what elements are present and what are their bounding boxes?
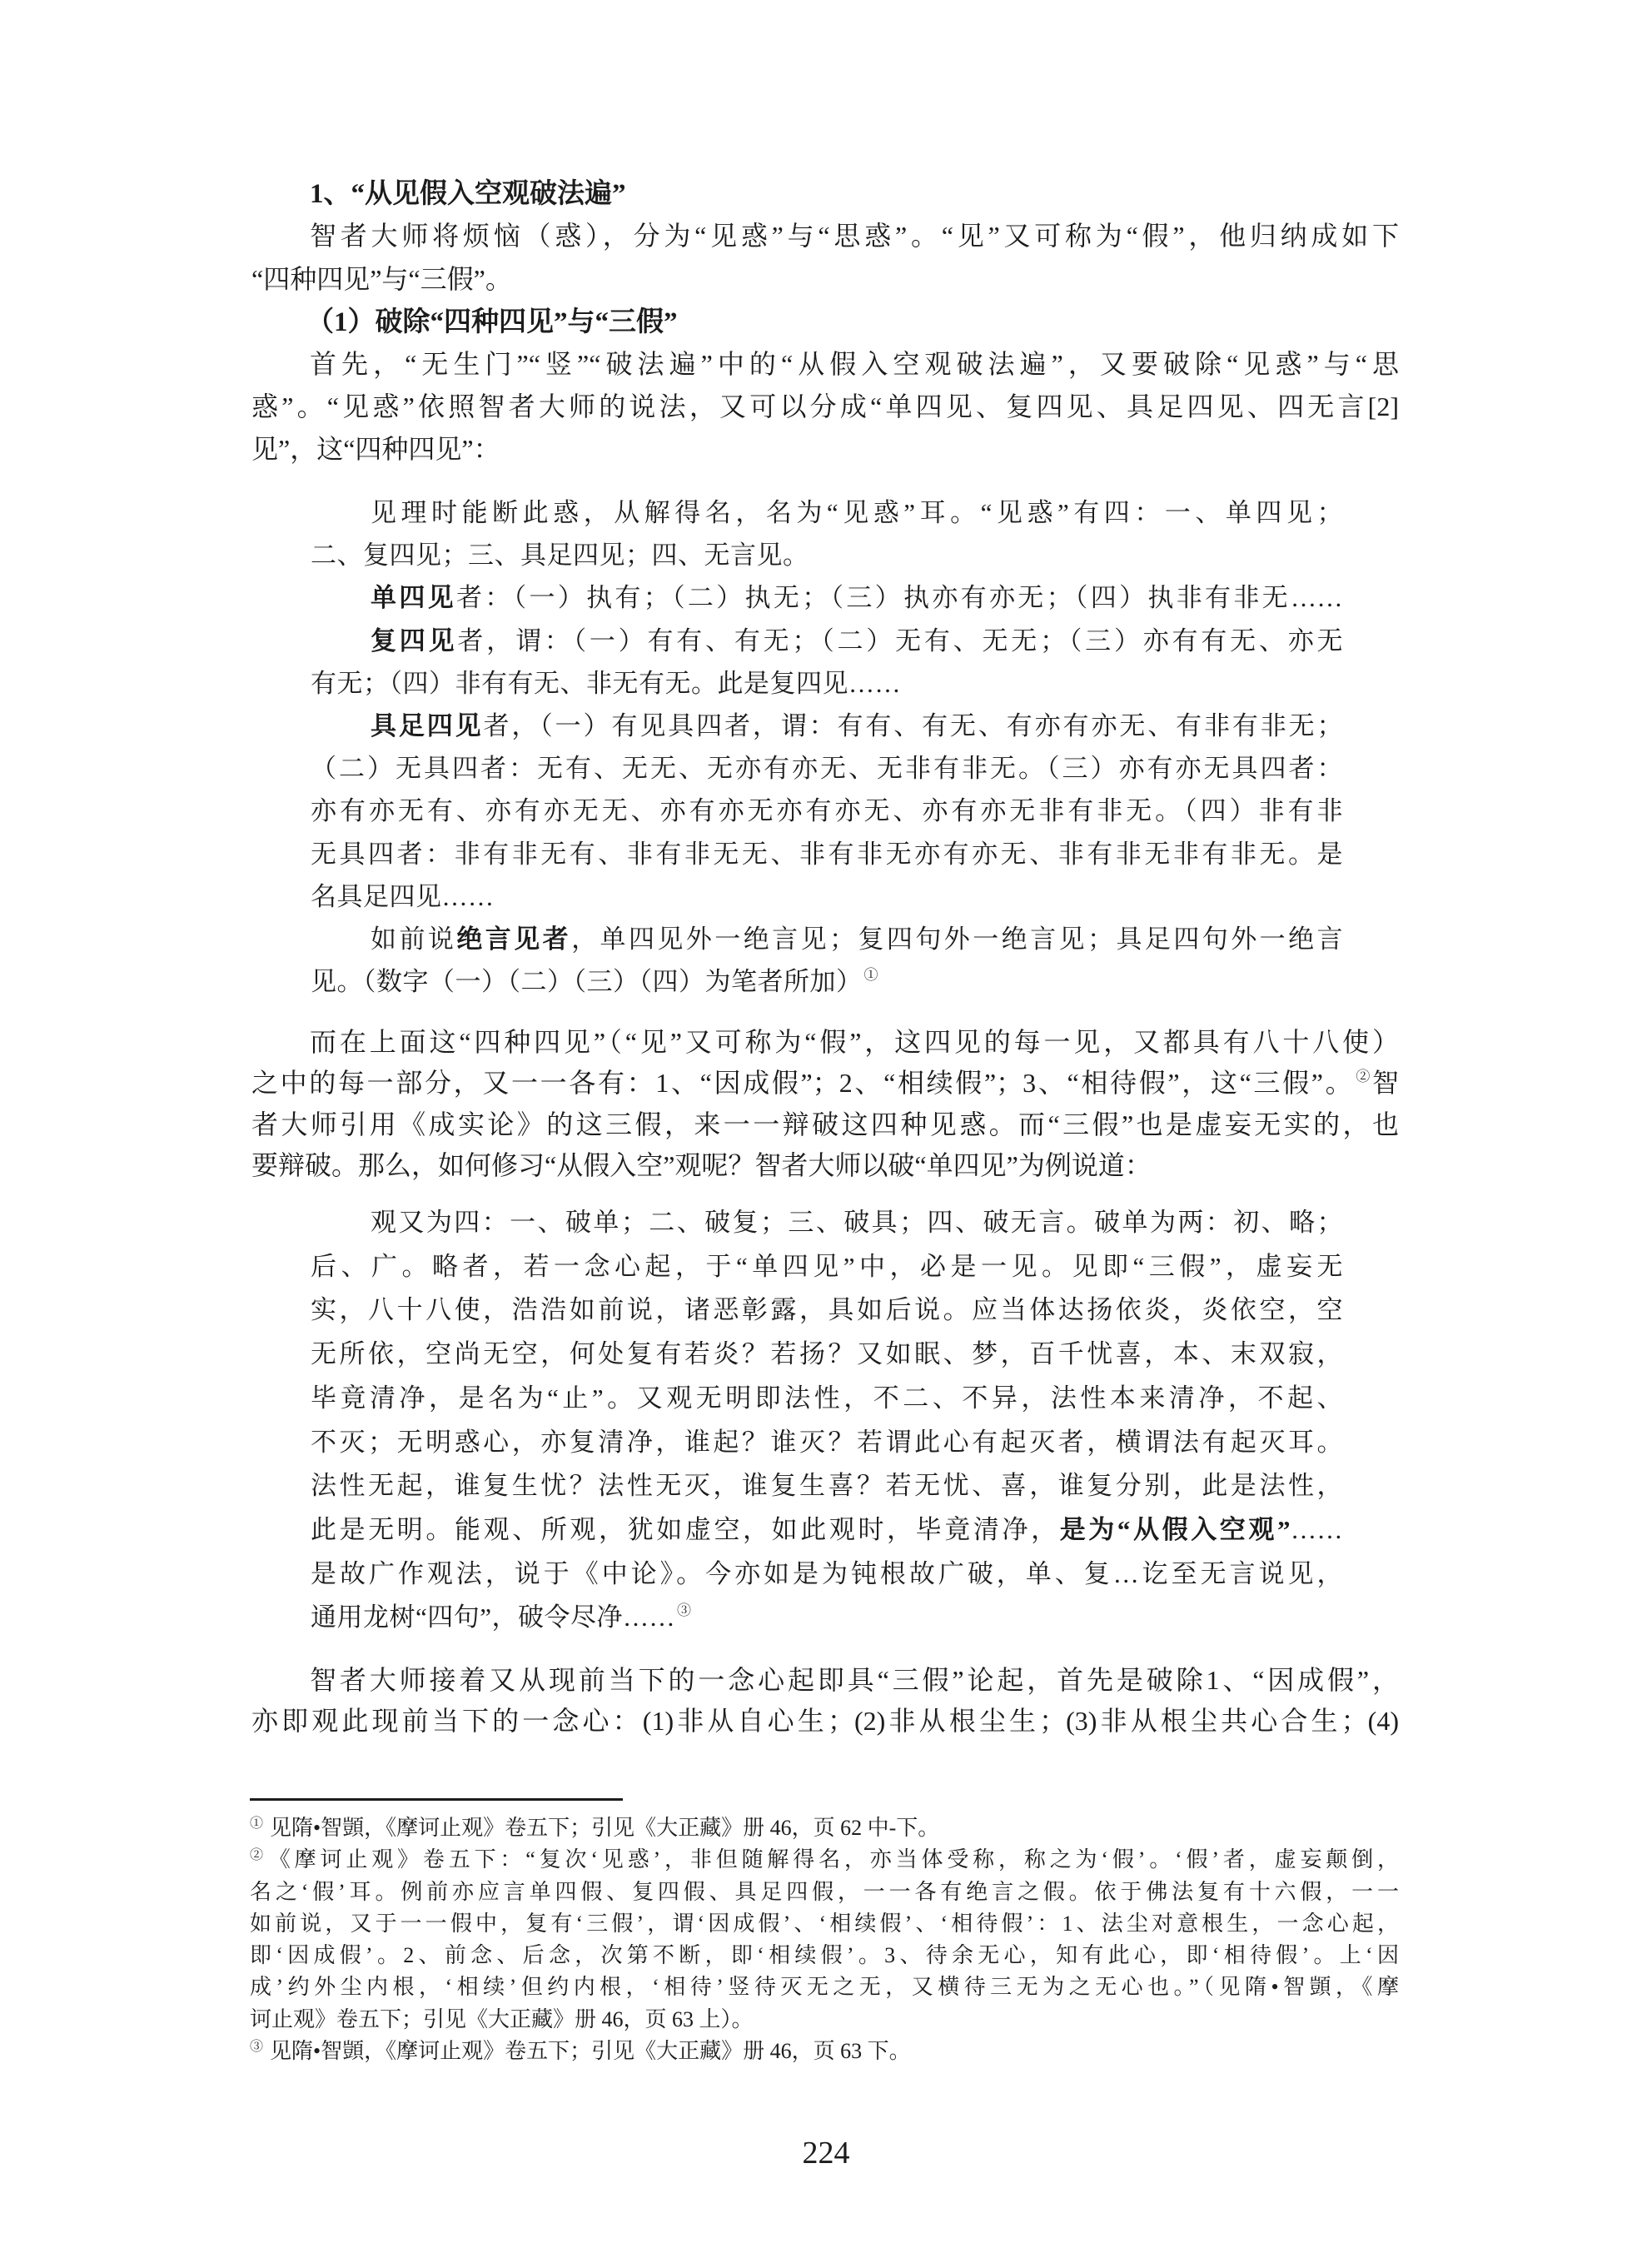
quote-line [311, 1377, 1343, 1421]
quote-text: 无所依，空尚无空，何处复有若炎？若扬？又如眠、梦，百千忧喜，本、末双寂， [311, 1339, 1343, 1369]
footnote-line: 名之‘假’耳。例前亦应言单四假、复四假、具足四假，一一各有绝言之假。依于佛法复有十六假，一一 [250, 1879, 1399, 1904]
footnote-line: 如前说，又于一一假中，复有‘三假’，谓‘因成假’、‘相续假’、‘相待假’：1、法尘对意根生，一念心起， [250, 1911, 1399, 1936]
footnote-marker: ① [250, 1817, 264, 1831]
quote-text: 如前说 [371, 925, 457, 955]
paragraph-4 [251, 1660, 1399, 1742]
bold-term: 单四见 [371, 583, 456, 613]
quote-text: 见理时能断此惑，从解得名，名为“见惑”耳。“见惑”有四：一、单四见； [371, 498, 1343, 527]
quote-text: 亦有亦无有、亦有亦无无、亦有亦无亦有亦无、亦有亦无非有非无。（四）非有非 [311, 796, 1343, 826]
quote-line [311, 790, 1343, 832]
quote-line [311, 1596, 1343, 1640]
quote-line [311, 662, 1343, 705]
paragraph-text: 者大师引用《成实论》的这三假，来一一辩破这四种见惑。而“三假”也是虚妄无实的，也 [251, 1109, 1399, 1139]
footnote-3 [250, 2036, 1399, 2067]
paragraph-line: 智者大师将烦恼（惑），分为“见惑”与“思惑”。“见”又可称为“假”，他归纳成如下 [310, 221, 1399, 251]
quote-text: 通用龙树“四句”，破令尽净…… [311, 1602, 676, 1632]
footnote-2 [250, 1844, 1399, 1876]
footnote-marker: ③ [250, 2040, 264, 2055]
bold-term: 复四见 [371, 626, 458, 655]
quote-text: 毕竟清净，是名为“止”。又观无明即法性，不二、不异，法性本来清净，不起、 [311, 1383, 1343, 1413]
quote-line [311, 576, 1343, 619]
quote-line [311, 1201, 1343, 1245]
footnote-text: 《摩诃止观》卷五下：“复次‘见惑’，非但随解得名，亦当体受称，称之为‘假’。‘假’者，虚妄颠倒， [268, 1847, 1399, 1872]
quote-line [311, 1245, 1343, 1289]
footnote-line: 诃止观》卷五下；引见《大正藏》册 46，页 63 上）。 [250, 2006, 754, 2031]
quote-text: 二、复四见；三、具足四见；四、无言见。 [311, 541, 809, 571]
quote-line [311, 1288, 1343, 1333]
footnote-line: 成’约外尘内根，‘相续’但约内根，‘相待’竖待灭无之无，又横待三无为之无心也。”（见隋•智顗，《摩 [250, 1975, 1399, 2000]
quote-text: 法性无起，谁复生忧？法性无灭，谁复生喜？若无忧、喜，谁复分别，此是法性， [311, 1471, 1343, 1501]
quote-text: 后、广。略者，若一念心起，于“单四见”中，必是一见。见即“三假”，虚妄无 [311, 1251, 1343, 1281]
quote-text: 者，谓：（一）有有、有无；（二）无有、无无；（三）亦有有无、亦无 [457, 626, 1344, 655]
block-quote-1 [311, 491, 1343, 1003]
quote-line [311, 1553, 1343, 1597]
footnote-marker: ② [250, 1848, 267, 1863]
footnote-line: 即‘因成假’。2、前念、后念，次第不断，即‘相续假’。3、待余无心，知有此心，即‘相待假’。上‘因 [250, 1943, 1399, 1968]
paragraph-line [251, 1104, 1399, 1145]
quote-text: 实，八十八使，浩浩如前说，诸恶彰露，具如后说。应当体达扬依炎，炎依空，空 [311, 1295, 1343, 1325]
quote-line [311, 534, 1343, 576]
paragraph-1 [251, 214, 1399, 301]
paragraph-line: 惑”。“见惑”依照智者大师的说法，又可以分成“单四见、复四见、具足四见、四无言[2] [251, 391, 1399, 421]
section-heading: 1、“从见假入空观破法遍” [310, 179, 626, 209]
footnotes [250, 1812, 1399, 2067]
bold-term: 具足四见 [371, 711, 484, 741]
paragraph-line: 首先，“无生门”“竖”“破法遍”中的“从假入空观破法遍”，又要破除“见惑”与“思 [310, 349, 1399, 379]
footnote-ref: ③ [677, 1602, 692, 1619]
paragraph-line [251, 1022, 1399, 1063]
quote-text: 观又为四：一、破单；二、破复；三、破具；四、破无言。破单为两：初、略； [371, 1208, 1343, 1237]
paragraph-text: 要辩破。那么，如何修习“从假入空”观呢？智者大师以破“单四见”为例说道： [251, 1149, 1152, 1180]
paragraph-text: 而在上面这“四种四见”（“见”又可称为“假”，这四见的每一见，又都具有八十八使） [310, 1027, 1399, 1057]
quote-line [311, 1421, 1343, 1465]
quote-text: 不灭；无明惑心，亦复清净，谁起？谁灭？若谓此心有起灭者，横谓法有起灭耳。 [311, 1427, 1343, 1457]
quote-line [311, 1464, 1343, 1508]
bold-term: 是为“从假入空观” [1059, 1514, 1291, 1544]
quote-line [311, 491, 1343, 534]
quote-line [311, 1508, 1343, 1553]
footnote-ref: ② [1356, 1069, 1372, 1085]
subsection-heading: （1）破除“四种四见”与“三假” [306, 307, 678, 337]
quote-line [311, 705, 1343, 747]
paragraph-text: 之中的每一部分，又一一各有：1、“因成假”；2、“相续假”；3、“相待假”，这“三假”。 [251, 1068, 1355, 1099]
footnote-text: 见隋•智顗，《摩诃止观》卷五下；引见《大正藏》册 46，页 62 中-下。 [270, 1816, 940, 1840]
quote-line [311, 620, 1343, 662]
paragraph-line: 智者大师接着又从现前当下的一念心起即具“三假”论起，首先是破除1、“因成假”， [310, 1665, 1399, 1695]
paragraph-line: “四种四见”与“三假”。 [251, 264, 512, 294]
paragraph-2 [251, 343, 1399, 471]
footnote-rule [250, 1798, 623, 1801]
paragraph-line [251, 1145, 1399, 1186]
bold-term: 绝言见者 [456, 925, 572, 955]
block-quote-2 [311, 1201, 1343, 1640]
quote-text: ，单四见外一绝言见；复四句外一绝言见；具足四句外一绝言 [571, 925, 1344, 955]
quote-text: 无具四者：非有非无有、非有非无无、非有非无亦有亦无、非有非无非有非无。是 [311, 839, 1343, 869]
quote-text: 名具足四见…… [311, 881, 495, 911]
quote-text: …… [1291, 1514, 1344, 1544]
quote-text: （二）无具四者：无有、无无、无亦有亦无、无非有非无。（三）亦有亦无具四者： [311, 754, 1343, 784]
footnote-ref: ① [863, 967, 878, 984]
paragraph-line [251, 1063, 1399, 1104]
footnote-1 [250, 1812, 1399, 1844]
footnote-text: 见隋•智顗，《摩诃止观》卷五下；引见《大正藏》册 46，页 63 下。 [270, 2039, 911, 2064]
paragraph-text: 智 [1371, 1068, 1399, 1099]
quote-text: 是故广作观法，说于《中论》。今亦如是为钝根故广破，单、复…讫至无言说见， [311, 1558, 1343, 1588]
paragraph-3 [251, 1022, 1399, 1186]
quote-text: 有无；（四）非有有无、非无有无。此是复四见…… [311, 668, 901, 698]
paragraph-line: 亦即观此现前当下的一念心：(1)非从自心生；(2)非从根尘生；(3)非从根尘共心合生；(4) [251, 1706, 1399, 1736]
quote-line [311, 833, 1343, 875]
paragraph-line: 见”，这“四种四见”： [251, 434, 500, 464]
quote-line [311, 918, 1343, 960]
quote-text: 者，（一）有见具四者，谓：有有、有无、有亦有亦无、有非有非无； [483, 711, 1343, 741]
quote-line [311, 747, 1343, 790]
page-number: 224 [802, 2136, 850, 2171]
quote-line [311, 1333, 1343, 1377]
quote-text: 见。（数字（一）（二）（三）（四）为笔者所加） [311, 967, 863, 997]
quote-line [311, 875, 1343, 918]
quote-text: 者：（一）执有；（二）执无；（三）执亦有亦无；（四）执非有非无…… [455, 583, 1344, 613]
quote-text: 此是无明。能观、所观，犹如虚空，如此观时，毕竟清净， [311, 1514, 1060, 1544]
quote-line [311, 960, 1343, 1003]
